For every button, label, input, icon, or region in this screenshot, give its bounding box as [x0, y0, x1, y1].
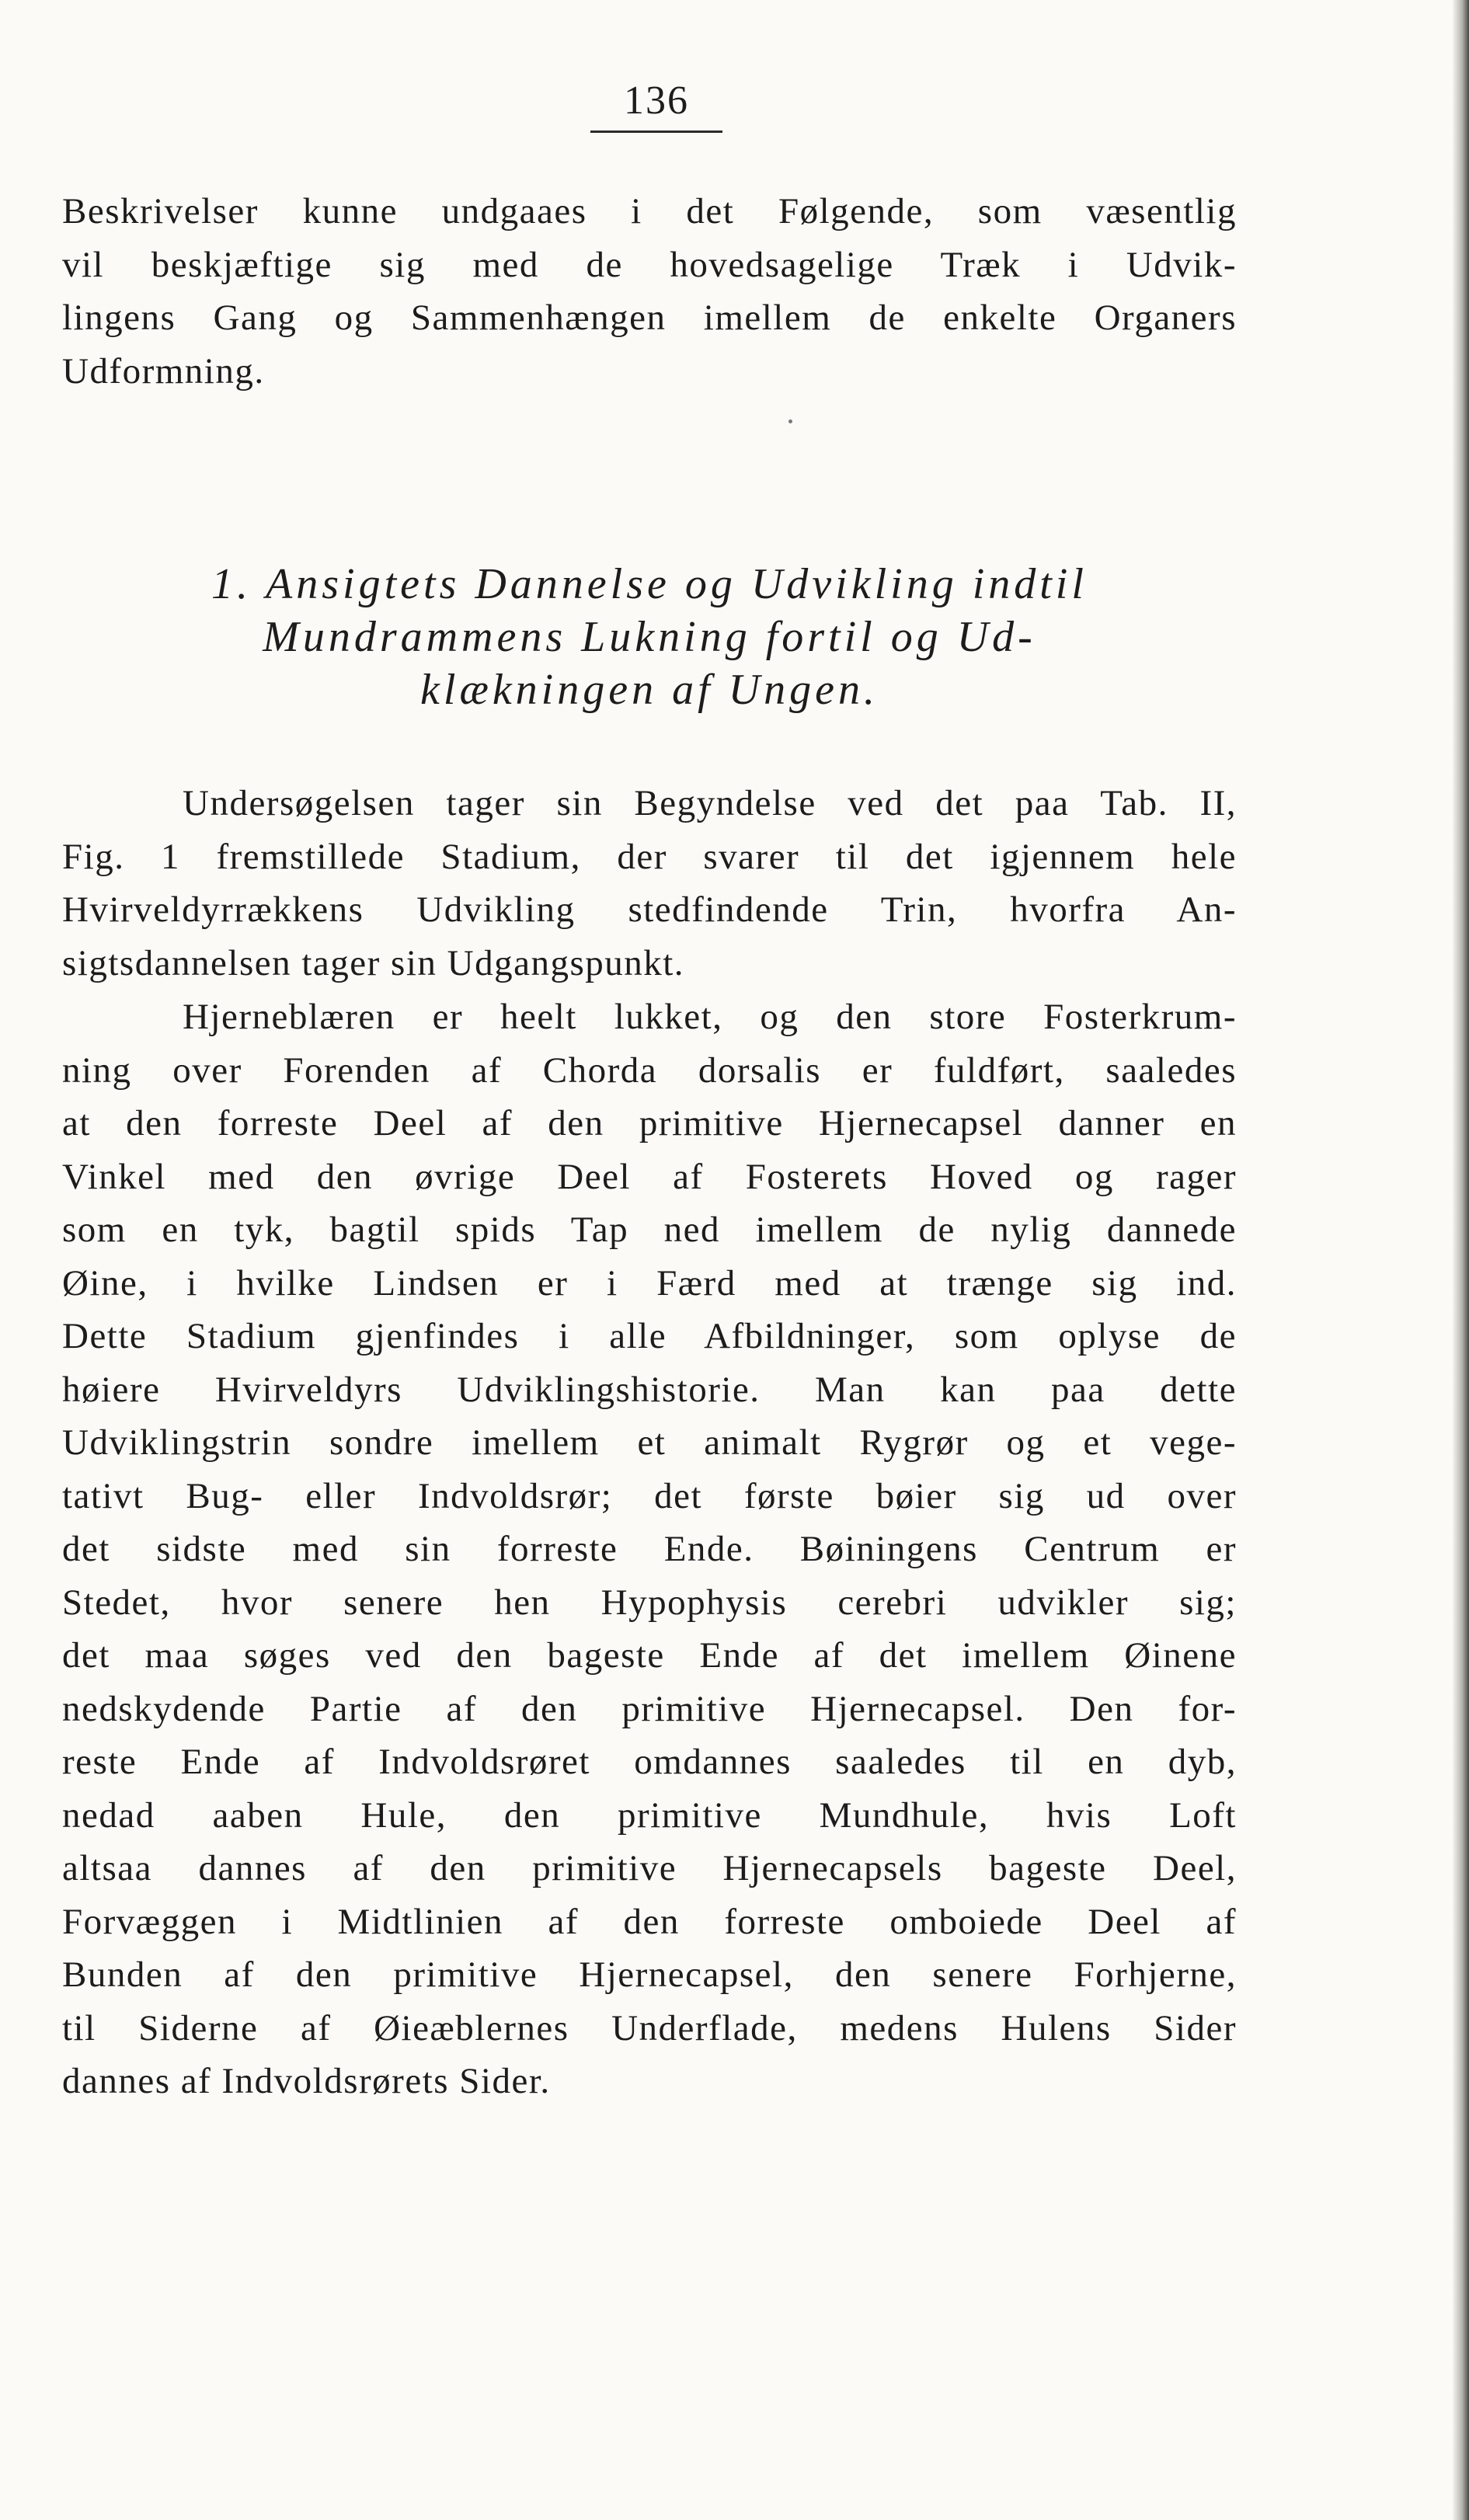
text-line: reste Ende af Indvoldsrøret omdannes saaledes til en dyb,: [62, 1742, 1237, 1782]
text-line: Beskrivelser kunne undgaaes i det Følgende, som væsentlig: [62, 191, 1237, 231]
page-number-rule: [590, 131, 722, 133]
text-line: Udformning.: [62, 350, 265, 392]
paragraph-2: [62, 990, 1237, 2108]
text-line: vil beskjæftige sig med de hovedsagelige Træk i Udvik-: [62, 244, 1237, 285]
text-line: Udviklingstrin sondre imellem et animalt Rygrør og et vege-: [62, 1422, 1237, 1463]
text-line: dannes af Indvoldsrørets Sider.: [62, 2061, 551, 2101]
text-line: lingens Gang og Sammenhængen imellem de enkelte Organers: [62, 298, 1237, 338]
text-line: Bunden af den primitive Hjernecapsel, den senere Forhjerne,: [62, 1954, 1237, 1995]
text-line: Fig. 1 fremstillede Stadium, der svarer til det igjennem hele: [62, 836, 1237, 877]
print-speck: [788, 419, 792, 423]
section-heading: [62, 558, 1237, 716]
text-line: det sidste med sin forreste Ende. Bøiningens Centrum er: [62, 1529, 1237, 1569]
text-line: det maa søges ved den bageste Ende af det imellem Øinene: [62, 1635, 1237, 1676]
page-number: 136: [624, 78, 689, 123]
text-line: Dette Stadium gjenfindes i alle Afbildninger, som oplyse de: [62, 1316, 1237, 1356]
intro-paragraph: [62, 185, 1237, 398]
page-edge-shadow: [1452, 0, 1469, 2520]
text-line: nedskydende Partie af den primitive Hjernecapsel. Den for-: [62, 1688, 1237, 1729]
text-line: altsaa dannes af den primitive Hjernecapsels bageste Deel,: [62, 1848, 1237, 1888]
text-line: nedad aaben Hule, den primitive Mundhule, hvis Loft: [62, 1794, 1237, 1836]
text-line: at den forreste Deel af den primitive Hjernecapsel danner en: [62, 1103, 1237, 1143]
text-line: Vinkel med den øvrige Deel af Fosterets Hoved og rager: [62, 1156, 1237, 1197]
text-line: sigtsdannelsen tager sin Udgangspunkt.: [62, 942, 685, 983]
text-line: Hvirveldyrrækkens Udvikling stedfindende Trin, hvorfra An-: [62, 889, 1237, 930]
text-line: som en tyk, bagtil spids Tap ned imellem de nylig dannede: [62, 1210, 1237, 1250]
text-line: Hjerneblæren er heelt lukket, og den store Fosterkrum-: [183, 997, 1237, 1037]
heading-line: Mundrammens Lukning fortil og Ud-: [263, 613, 1036, 661]
text-line: høiere Hvirveldyrs Udviklingshistorie. Man kan paa dette: [62, 1369, 1237, 1410]
text-line: ning over Forenden af Chorda dorsalis er fuldført, saaledes: [62, 1049, 1237, 1091]
heading-line: klækningen af Ungen.: [420, 666, 879, 714]
text-line: Undersøgelsen tager sin Begyndelse ved det paa Tab. II,: [183, 783, 1237, 823]
text-line: Forvæggen i Midtlinien af den forreste omboiede Deel af: [62, 1901, 1237, 1942]
text-line: Øine, i hvilke Lindsen er i Færd med at trænge sig ind.: [62, 1262, 1237, 1304]
heading-line: 1. Ansigtets Dannelse og Udvikling indtil: [211, 560, 1088, 608]
text-line: Stedet, hvor senere hen Hypophysis cerebri udvikler sig;: [62, 1582, 1237, 1623]
text-line: til Siderne af Øieæblernes Underflade, medens Hulens Sider: [62, 2007, 1237, 2048]
text-line: tativt Bug- eller Indvoldsrør; det første bøier sig ud over: [62, 1475, 1237, 1516]
paragraph-1: [62, 777, 1237, 990]
